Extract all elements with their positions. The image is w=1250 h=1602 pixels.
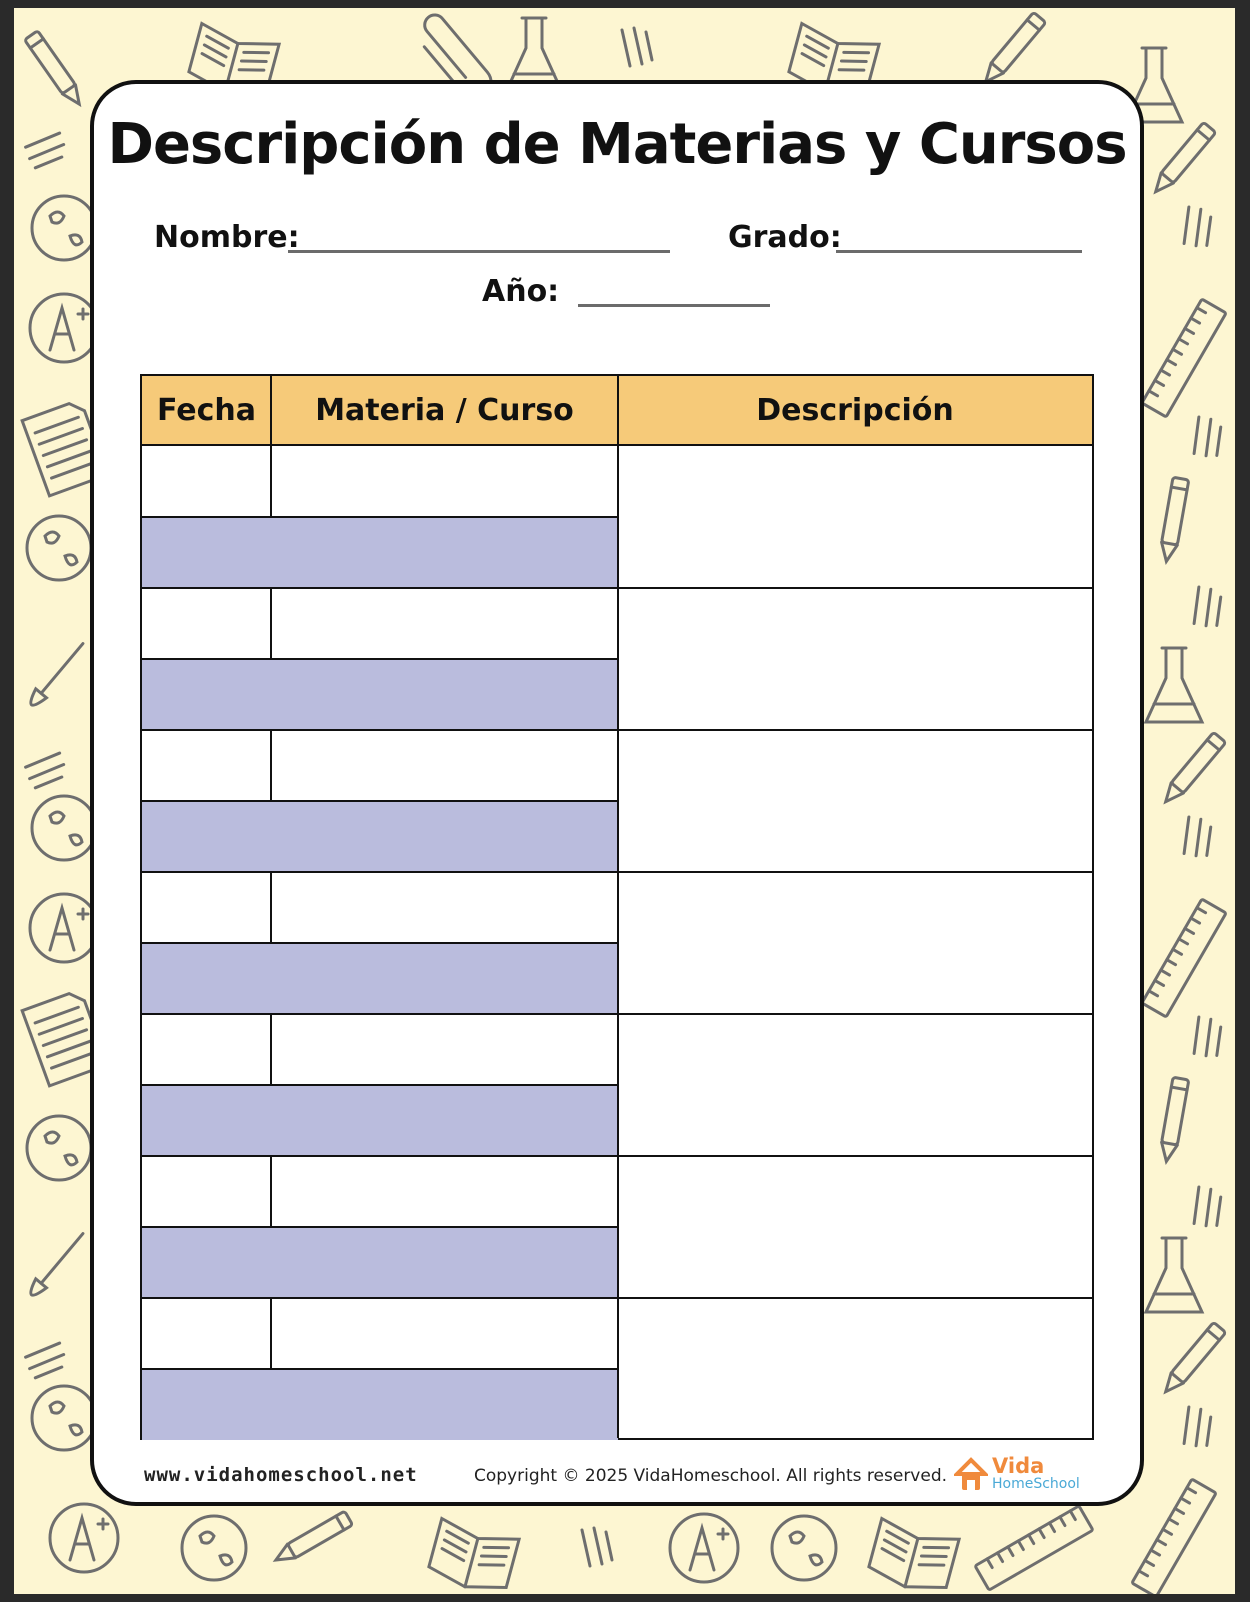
subject-cell[interactable] [271, 588, 618, 659]
globe-icon [27, 516, 91, 580]
subject-cell[interactable] [271, 446, 618, 517]
header-description: Descripción [618, 376, 1092, 446]
pencil-icon [1160, 732, 1226, 807]
column-divider [270, 376, 272, 446]
year-label: Año: [482, 274, 560, 309]
description-cell[interactable] [618, 588, 1092, 730]
row-divider [142, 1368, 618, 1370]
grade-label: Grado: [728, 220, 842, 255]
column-divider [270, 872, 272, 943]
pencil-icon [1158, 477, 1188, 563]
doodle-marks [1177, 815, 1218, 861]
notes-band[interactable] [142, 1085, 618, 1156]
grade-icon [30, 894, 98, 962]
row-divider [142, 516, 618, 518]
flask-icon [1146, 648, 1202, 722]
worksheet-card [90, 80, 1144, 1506]
doodle-marks [1177, 1405, 1218, 1451]
row-divider [142, 1084, 618, 1086]
flask-icon [1146, 1238, 1202, 1312]
row-divider [142, 800, 618, 802]
ruler-icon [1142, 299, 1226, 417]
subject-cell[interactable] [271, 1156, 618, 1227]
grade-line[interactable] [836, 250, 1082, 253]
doodle-marks [582, 1528, 612, 1566]
name-label: Nombre: [154, 220, 300, 255]
column-divider [270, 1298, 272, 1369]
notes-band[interactable] [142, 659, 618, 730]
grade-icon [50, 1504, 118, 1572]
pencil-icon [1160, 1322, 1226, 1397]
globe-icon [772, 1516, 836, 1580]
grade-icon [30, 294, 98, 362]
pencil-icon [1158, 1077, 1188, 1163]
pencil-icon [980, 12, 1046, 87]
globe-icon [27, 1116, 91, 1180]
ruler-icon [1132, 1479, 1216, 1594]
doodle-marks [24, 1343, 67, 1379]
book-icon [426, 1518, 519, 1594]
subjects-table [140, 374, 1094, 1440]
notes-band[interactable] [142, 943, 618, 1014]
row-divider [142, 942, 618, 944]
column-divider [270, 588, 272, 659]
date-cell[interactable] [142, 1156, 271, 1227]
page-background [14, 8, 1235, 1594]
house-icon [954, 1456, 988, 1494]
description-cell[interactable] [618, 1156, 1092, 1298]
column-divider [270, 1014, 272, 1085]
pencil-icon [1150, 122, 1216, 197]
doodle-marks [1177, 205, 1218, 251]
book-icon [866, 1518, 959, 1594]
copyright-text: Copyright © 2025 VidaHomeschool. All rights reserved. [474, 1466, 948, 1486]
doodle-marks [24, 133, 67, 169]
brush-icon [26, 639, 88, 709]
doodle-marks [1187, 415, 1228, 461]
doodle-marks [1187, 585, 1228, 631]
doodle-marks [1187, 1185, 1228, 1231]
description-cell[interactable] [618, 872, 1092, 1014]
date-cell[interactable] [142, 588, 271, 659]
ruler-icon [975, 1506, 1093, 1590]
grade-icon [670, 1514, 738, 1582]
date-cell[interactable] [142, 730, 271, 801]
logo-word-vida: Vida [992, 1454, 1045, 1478]
pencil-icon [272, 1511, 353, 1567]
year-line[interactable] [578, 304, 770, 307]
brush-icon [26, 1229, 88, 1299]
date-cell[interactable] [142, 872, 271, 943]
header-subject: Materia / Curso [271, 376, 618, 446]
website-url: www.vidahomeschool.net [144, 1464, 418, 1486]
notes-band[interactable] [142, 517, 618, 588]
description-cell[interactable] [618, 730, 1092, 872]
notes-band[interactable] [142, 1369, 618, 1440]
date-cell[interactable] [142, 446, 271, 517]
globe-icon [182, 1516, 246, 1580]
description-cell[interactable] [618, 1298, 1092, 1440]
column-divider [270, 730, 272, 801]
column-divider [270, 446, 272, 517]
globe-icon [32, 1386, 96, 1450]
row-divider [142, 658, 618, 660]
subject-cell[interactable] [271, 1298, 618, 1369]
date-cell[interactable] [142, 1014, 271, 1085]
column-divider [270, 1156, 272, 1227]
subject-cell[interactable] [271, 730, 618, 801]
globe-icon [32, 796, 96, 860]
subject-cell[interactable] [271, 1014, 618, 1085]
subject-cell[interactable] [271, 872, 618, 943]
doodle-marks [1187, 1015, 1228, 1061]
date-cell[interactable] [142, 1298, 271, 1369]
column-divider [617, 376, 619, 1438]
doodle-marks [24, 753, 67, 789]
vidahomeschool-logo [954, 1456, 1104, 1496]
ruler-icon [1142, 899, 1226, 1017]
notes-band[interactable] [142, 801, 618, 872]
name-line[interactable] [288, 250, 670, 253]
description-cell[interactable] [618, 1014, 1092, 1156]
doodle-marks [622, 28, 652, 66]
page-title: Descripción de Materias y Cursos [107, 112, 1127, 177]
row-divider [142, 1226, 618, 1228]
header-date: Fecha [142, 376, 271, 446]
notes-band[interactable] [142, 1227, 618, 1298]
description-cell[interactable] [618, 446, 1092, 588]
pencil-icon [25, 31, 86, 109]
globe-icon [32, 196, 96, 260]
logo-word-homeschool: HomeSchool [992, 1476, 1080, 1492]
